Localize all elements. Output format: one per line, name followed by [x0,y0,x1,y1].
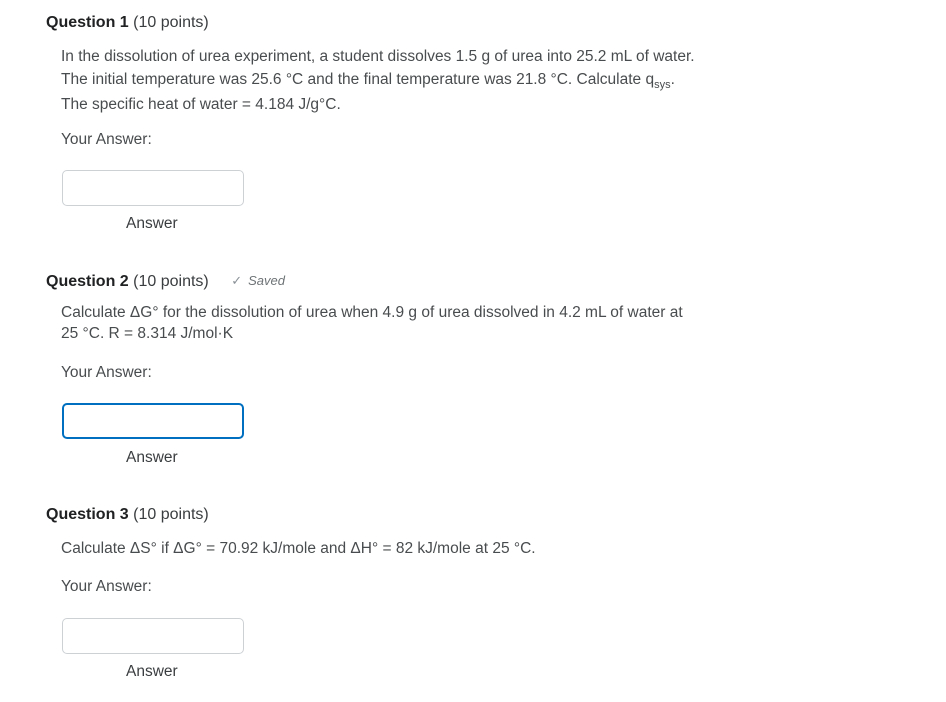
question-line: In the dissolution of urea experiment, a student dissolves 1.5 g of urea into 25.2 mL of water. [61,48,695,65]
your-answer-label: Your Answer: [61,578,152,595]
question-text [61,302,906,344]
question-line: 25 °C. R = 8.314 J/mol·K [61,325,234,342]
question-line: Calculate ΔG° for the dissolution of urea when 4.9 g of urea dissolved in 4.2 mL of water at [61,304,683,321]
question-text [61,45,906,116]
question-title: Question 1 [46,14,129,31]
question-line: Calculate ΔS° if ΔG° = 70.92 kJ/mole and ΔH° = 82 kJ/mole at 25 °C. [61,540,536,557]
question-points: (10 points) [133,506,209,523]
answer-input-caption: Answer [126,449,178,466]
question-header [46,270,906,292]
question-line: The initial temperature was 25.6 °C and the final temperature was 21.8 °C. Calculate $q_{sys}$. [61,71,675,91]
subscript: sys [654,79,671,91]
question-2 [46,270,906,480]
answer-input[interactable] [62,170,244,206]
answer-input[interactable] [62,403,244,439]
your-answer-label: Your Answer: [61,364,152,381]
question-text [61,537,906,560]
your-answer-label: Your Answer: [61,131,152,148]
answer-input-caption: Answer [126,663,178,680]
question-points: (10 points) [133,14,209,31]
question-3 [46,504,906,694]
saved-status: ✓ Saved [231,270,285,292]
question-1 [46,12,906,247]
question-header [46,504,906,526]
question-header [46,12,906,34]
answer-input[interactable] [62,618,244,654]
question-title: Question 3 [46,506,129,523]
answer-input-caption: Answer [126,215,178,232]
question-line: The specific heat of water = 4.184 J/g°C. [61,96,341,113]
question-points: (10 points) [133,273,209,290]
check-icon: ✓ [231,273,243,288]
question-title: Question 2 [46,273,129,290]
